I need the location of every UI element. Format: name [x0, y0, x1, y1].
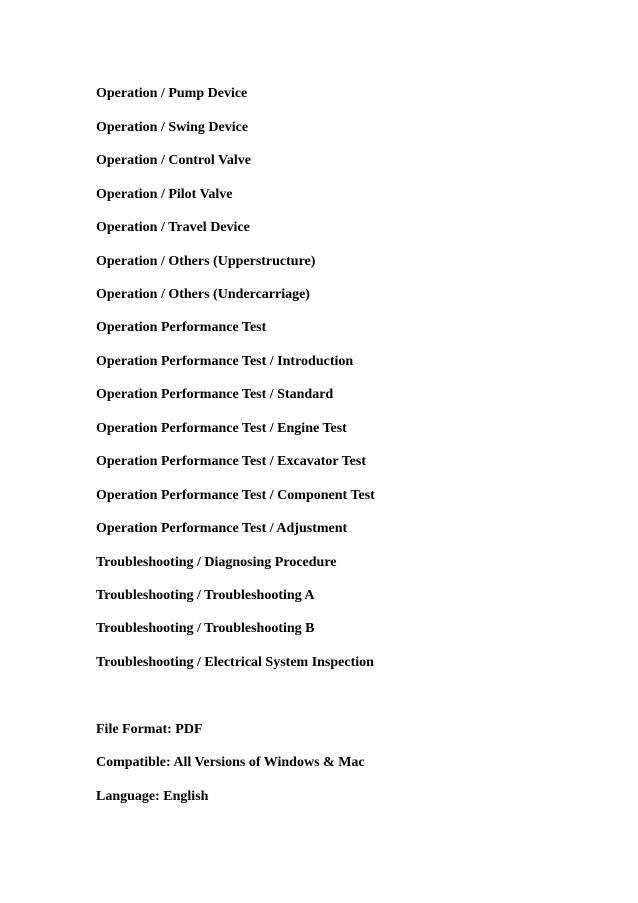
toc-item-others-undercarriage: Operation / Others (Undercarriage) — [96, 287, 310, 302]
toc-item-troubleshooting-b: Troubleshooting / Troubleshooting B — [96, 621, 315, 636]
toc-item-travel-device: Operation / Travel Device — [96, 220, 250, 235]
toc-item-performance-component-test: Operation Performance Test / Component Test — [96, 488, 375, 503]
toc-item-performance-test: Operation Performance Test — [96, 320, 267, 335]
file-format-line: File Format: PDF — [96, 722, 203, 737]
toc-item-others-upperstructure: Operation / Others (Upperstructure) — [96, 254, 316, 269]
toc-item-pilot-valve: Operation / Pilot Valve — [96, 187, 233, 202]
toc-item-performance-standard: Operation Performance Test / Standard — [96, 387, 334, 402]
language-line: Language: English — [96, 789, 209, 804]
toc-item-performance-introduction: Operation Performance Test / Introduction — [96, 354, 354, 369]
toc-item-performance-excavator-test: Operation Performance Test / Excavator Test — [96, 454, 366, 469]
toc-item-control-valve: Operation / Control Valve — [96, 153, 251, 168]
toc-item-performance-adjustment: Operation Performance Test / Adjustment — [96, 521, 348, 536]
toc-item-electrical-inspection: Troubleshooting / Electrical System Inspection — [96, 655, 374, 670]
toc-item-troubleshooting-a: Troubleshooting / Troubleshooting A — [96, 588, 315, 603]
toc-item-swing-device: Operation / Swing Device — [96, 120, 249, 135]
toc-item-diagnosing-procedure: Troubleshooting / Diagnosing Procedure — [96, 555, 337, 570]
toc-item-performance-engine-test: Operation Performance Test / Engine Test — [96, 421, 347, 436]
toc-item-pump-device: Operation / Pump Device — [96, 86, 248, 101]
compatibility-line: Compatible: All Versions of Windows & Mac — [96, 755, 365, 770]
